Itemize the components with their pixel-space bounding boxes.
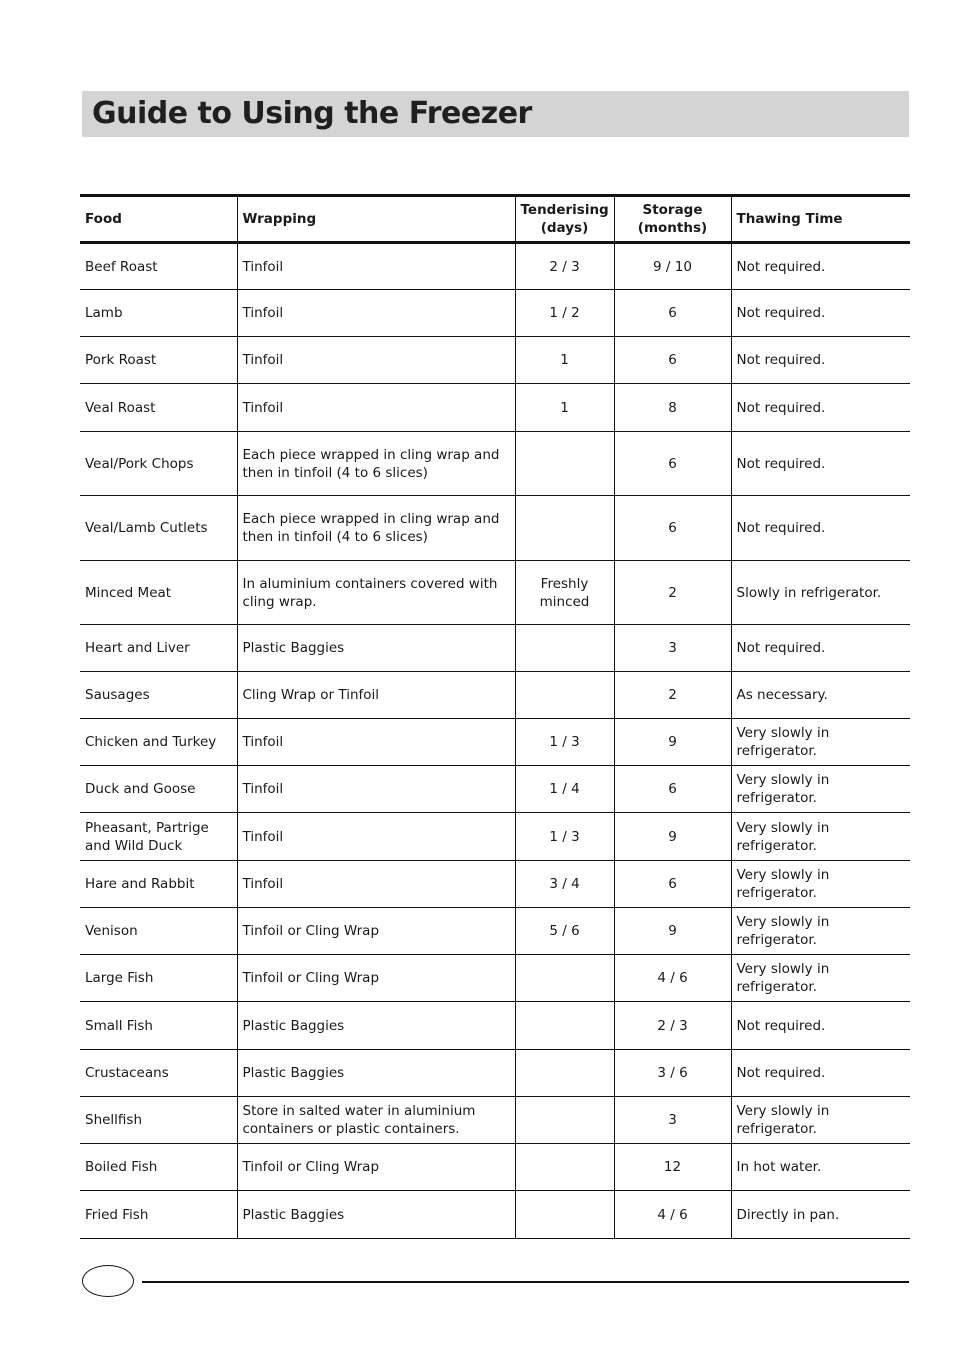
cell-storage: 12 xyxy=(614,1144,731,1191)
table-row xyxy=(80,561,910,625)
cell-food: Veal/Pork Chops xyxy=(80,432,237,496)
cell-wrapping: Plastic Baggies xyxy=(237,625,515,672)
cell-food: Duck and Goose xyxy=(80,766,237,813)
cell-food: Beef Roast xyxy=(80,243,237,290)
cell-tenderising: 1 xyxy=(515,337,614,384)
column-header-tenderising-line1: Tenderising xyxy=(520,202,609,218)
cell-tenderising xyxy=(515,1050,614,1097)
cell-wrapping: Store in salted water in aluminium containers or plastic containers. xyxy=(237,1097,515,1144)
cell-thawing: Not required. xyxy=(731,496,910,561)
cell-storage: 3 xyxy=(614,1097,731,1144)
title-banner xyxy=(82,91,909,137)
table-row xyxy=(80,908,910,955)
cell-thawing: Not required. xyxy=(731,625,910,672)
cell-tenderising: 3 / 4 xyxy=(515,861,614,908)
cell-storage: 9 xyxy=(614,813,731,861)
cell-thawing: Slowly in refrigerator. xyxy=(731,561,910,625)
cell-wrapping: Tinfoil xyxy=(237,337,515,384)
cell-food: Crustaceans xyxy=(80,1050,237,1097)
cell-tenderising xyxy=(515,1002,614,1050)
cell-food: Minced Meat xyxy=(80,561,237,625)
cell-food: Pork Roast xyxy=(80,337,237,384)
table-row xyxy=(80,672,910,719)
cell-wrapping: In aluminium containers covered with cling wrap. xyxy=(237,561,515,625)
table-row xyxy=(80,337,910,384)
cell-thawing: Very slowly in refrigerator. xyxy=(731,1097,910,1144)
cell-storage: 2 / 3 xyxy=(614,1002,731,1050)
cell-tenderising: 5 / 6 xyxy=(515,908,614,955)
cell-tenderising xyxy=(515,1097,614,1144)
cell-storage: 6 xyxy=(614,290,731,337)
cell-food: Small Fish xyxy=(80,1002,237,1050)
table-row xyxy=(80,243,910,290)
cell-storage: 6 xyxy=(614,337,731,384)
cell-wrapping: Each piece wrapped in cling wrap and then in tinfoil (4 to 6 slices) xyxy=(237,496,515,561)
cell-wrapping: Cling Wrap or Tinfoil xyxy=(237,672,515,719)
cell-wrapping: Tinfoil xyxy=(237,719,515,766)
freezer-guide-table xyxy=(80,194,910,1239)
table-row xyxy=(80,496,910,561)
cell-thawing: Very slowly in refrigerator. xyxy=(731,861,910,908)
column-header-thawing: Thawing Time xyxy=(731,196,910,243)
cell-thawing: Not required. xyxy=(731,337,910,384)
cell-wrapping: Plastic Baggies xyxy=(237,1002,515,1050)
cell-storage: 9 xyxy=(614,908,731,955)
cell-thawing: Not required. xyxy=(731,384,910,432)
cell-wrapping: Plastic Baggies xyxy=(237,1191,515,1239)
cell-food: Fried Fish xyxy=(80,1191,237,1239)
cell-tenderising xyxy=(515,1191,614,1239)
cell-thawing: Not required. xyxy=(731,290,910,337)
cell-food: Shellfish xyxy=(80,1097,237,1144)
cell-thawing: As necessary. xyxy=(731,672,910,719)
table-row xyxy=(80,1050,910,1097)
cell-storage: 2 xyxy=(614,561,731,625)
column-header-storage xyxy=(614,196,731,243)
cell-wrapping: Tinfoil xyxy=(237,243,515,290)
cell-food: Sausages xyxy=(80,672,237,719)
cell-wrapping: Tinfoil or Cling Wrap xyxy=(237,955,515,1002)
column-header-storage-line1: Storage xyxy=(642,202,703,218)
cell-tenderising: 1 / 3 xyxy=(515,813,614,861)
column-header-tenderising-line2: (days) xyxy=(540,220,589,236)
table-header-row xyxy=(80,196,910,243)
cell-thawing: Very slowly in refrigerator. xyxy=(731,955,910,1002)
cell-thawing: Very slowly in refrigerator. xyxy=(731,908,910,955)
cell-storage: 6 xyxy=(614,861,731,908)
cell-food: Pheasant, Partrige and Wild Duck xyxy=(80,813,237,861)
cell-food: Venison xyxy=(80,908,237,955)
cell-wrapping: Tinfoil xyxy=(237,384,515,432)
cell-thawing: In hot water. xyxy=(731,1144,910,1191)
cell-storage: 6 xyxy=(614,766,731,813)
cell-wrapping: Plastic Baggies xyxy=(237,1050,515,1097)
cell-food: Veal Roast xyxy=(80,384,237,432)
table-row xyxy=(80,955,910,1002)
cell-food: Chicken and Turkey xyxy=(80,719,237,766)
table-row xyxy=(80,719,910,766)
cell-tenderising: 2 / 3 xyxy=(515,243,614,290)
cell-thawing: Very slowly in refrigerator. xyxy=(731,813,910,861)
cell-tenderising xyxy=(515,955,614,1002)
cell-wrapping: Tinfoil xyxy=(237,861,515,908)
cell-wrapping: Tinfoil xyxy=(237,813,515,861)
cell-food: Lamb xyxy=(80,290,237,337)
table-row xyxy=(80,432,910,496)
cell-thawing: Not required. xyxy=(731,1050,910,1097)
cell-tenderising xyxy=(515,432,614,496)
cell-thawing: Not required. xyxy=(731,1002,910,1050)
cell-storage: 2 xyxy=(614,672,731,719)
cell-tenderising: 1 / 3 xyxy=(515,719,614,766)
page-number-oval xyxy=(82,1265,134,1297)
cell-tenderising: 1 / 2 xyxy=(515,290,614,337)
cell-storage: 4 / 6 xyxy=(614,1191,731,1239)
cell-storage: 9 xyxy=(614,719,731,766)
cell-tenderising: 1 / 4 xyxy=(515,766,614,813)
cell-storage: 3 / 6 xyxy=(614,1050,731,1097)
cell-storage: 6 xyxy=(614,432,731,496)
column-header-storage-line2: (months) xyxy=(637,220,708,236)
table-row xyxy=(80,1002,910,1050)
cell-wrapping: Tinfoil xyxy=(237,766,515,813)
table-row xyxy=(80,1191,910,1239)
cell-thawing: Directly in pan. xyxy=(731,1191,910,1239)
table-row xyxy=(80,384,910,432)
cell-thawing: Not required. xyxy=(731,243,910,290)
cell-thawing: Not required. xyxy=(731,432,910,496)
cell-wrapping: Tinfoil xyxy=(237,290,515,337)
footer-rule xyxy=(142,1281,909,1283)
cell-storage: 6 xyxy=(614,496,731,561)
cell-wrapping: Tinfoil or Cling Wrap xyxy=(237,908,515,955)
cell-wrapping: Tinfoil or Cling Wrap xyxy=(237,1144,515,1191)
cell-storage: 3 xyxy=(614,625,731,672)
cell-storage: 9 / 10 xyxy=(614,243,731,290)
cell-tenderising xyxy=(515,1144,614,1191)
column-header-tenderising xyxy=(515,196,614,243)
cell-tenderising xyxy=(515,672,614,719)
table-row xyxy=(80,1144,910,1191)
cell-food: Heart and Liver xyxy=(80,625,237,672)
cell-food: Boiled Fish xyxy=(80,1144,237,1191)
cell-storage: 8 xyxy=(614,384,731,432)
table-row xyxy=(80,766,910,813)
cell-tenderising xyxy=(515,496,614,561)
column-header-food: Food xyxy=(80,196,237,243)
cell-food: Large Fish xyxy=(80,955,237,1002)
table-row xyxy=(80,290,910,337)
cell-tenderising xyxy=(515,625,614,672)
cell-tenderising: 1 xyxy=(515,384,614,432)
cell-tenderising: Freshly minced xyxy=(515,561,614,625)
page-title: Guide to Using the Freezer xyxy=(92,96,532,131)
table-row xyxy=(80,1097,910,1144)
cell-thawing: Very slowly in refrigerator. xyxy=(731,766,910,813)
table-row xyxy=(80,625,910,672)
cell-food: Veal/Lamb Cutlets xyxy=(80,496,237,561)
cell-food: Hare and Rabbit xyxy=(80,861,237,908)
table-row xyxy=(80,861,910,908)
cell-wrapping: Each piece wrapped in cling wrap and then in tinfoil (4 to 6 slices) xyxy=(237,432,515,496)
cell-storage: 4 / 6 xyxy=(614,955,731,1002)
cell-thawing: Very slowly in refrigerator. xyxy=(731,719,910,766)
table-row xyxy=(80,813,910,861)
column-header-wrapping: Wrapping xyxy=(237,196,515,243)
